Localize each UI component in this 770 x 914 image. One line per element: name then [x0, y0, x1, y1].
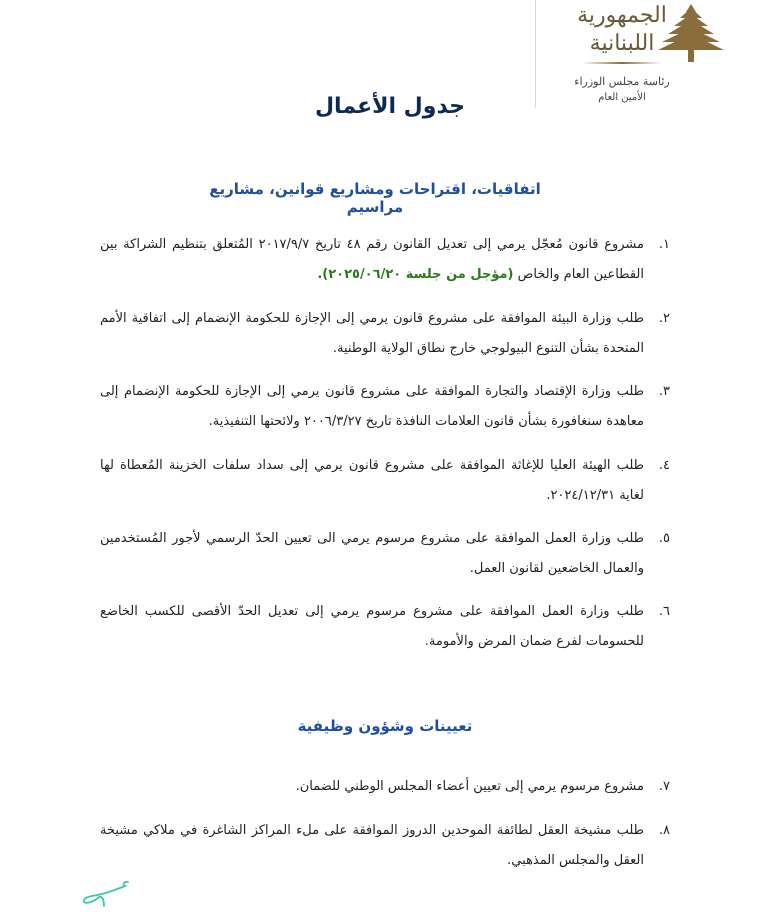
- office-position: الأمين العام: [598, 92, 646, 103]
- item-number: ٧.: [658, 779, 670, 794]
- item-text: طلب وزارة العمل الموافقة على مشروع مرسوم يرمي إلى تعديل الحدّ الأقصى للكسب الخاضع للحسومات لفرع ضمان المرض والأمومة.: [100, 604, 644, 649]
- item-number: ١.: [658, 237, 670, 252]
- item-text: طلب وزارة العمل الموافقة على مشروع مرسوم يرمي الى تعيين الحدّ الرسمي لأجور المُستخدمين والعمال الخاضعين لقانون العمل.: [100, 531, 644, 576]
- item-text: طلب مشيخة العقل لطائفة الموحدين الدروز الموافقة على ملء المراكز الشاغرة في ملاكي مشيخة العقل والمجلس المذهبي.: [100, 823, 644, 868]
- cedar-tree-icon: [656, 2, 726, 64]
- section-heading-appointments: تعيينات وشؤون وظيفية: [297, 717, 473, 735]
- item-text: مشروع قانون مُعجّل يرمي إلى تعديل القانون رقم ٤٨ تاريخ ٢٠١٧/٩/٧ المُتعلق بتنظيم الشراكة بين القطاعين العام والخاص: [100, 237, 644, 282]
- agenda-item-3: [100, 377, 670, 437]
- item-number: ٢.: [658, 311, 670, 326]
- office-name: رئاسة مجلس الوزراء: [574, 75, 670, 88]
- page-title: جدول الأعمال: [314, 94, 466, 119]
- emblem-line-1: الجمهورية: [577, 3, 667, 28]
- agenda-item-1: [100, 230, 670, 290]
- item-number: ٥.: [658, 531, 670, 546]
- agenda-item-6: [100, 597, 670, 657]
- signature-initial: [80, 878, 132, 908]
- emblem-rule: [582, 62, 662, 64]
- agenda-item-4: [100, 451, 670, 511]
- item-number: ٤.: [658, 458, 670, 473]
- agenda-item-2: [100, 304, 670, 364]
- letterhead-divider: [535, 0, 536, 108]
- emblem-line-2: اللبنانية: [589, 31, 655, 56]
- item-number: ٣.: [658, 384, 670, 399]
- item-number: ٦.: [658, 604, 670, 619]
- section-heading-laws: اتفاقيات، اقتراحات ومشاريع قوانين، مشاريع مراسيم: [209, 180, 541, 216]
- postponed-note: (مؤجل من جلسة ٢٠٢٥/٠٦/٢٠).: [317, 267, 514, 282]
- agenda-item-7: [100, 772, 670, 802]
- agenda-item-8: [100, 816, 670, 876]
- item-number: ٨.: [658, 823, 670, 838]
- item-text: طلب وزارة البيئة الموافقة على مشروع قانون يرمي إلى الإجازة للحكومة الإنضمام إلى اتفاقية الأمم المتحدة بشأن التنوع البيولوجي خارج نطاق الولاية الوطنية.: [100, 311, 644, 356]
- item-text: طلب وزارة الإقتصاد والتجارة الموافقة على مشروع قانون يرمي إلى الإجازة للحكومة الإنضمام إلى معاهدة سنغافورة بشأن قانون العلامات النافذة تاريخ ٢٠٠٦/٣/٢٧ ولائحتها التنفيذية.: [100, 384, 644, 429]
- agenda-item-5: [100, 524, 670, 584]
- item-text: طلب الهيئة العليا للإغاثة الموافقة على مشروع قانون يرمي إلى سداد سلفات الخزينة المُعطاة لها لغاية ٢٠٢٤/١٢/٣١.: [100, 458, 644, 503]
- item-text: مشروع مرسوم يرمي إلى تعيين أعضاء المجلس الوطني للضمان.: [295, 779, 644, 794]
